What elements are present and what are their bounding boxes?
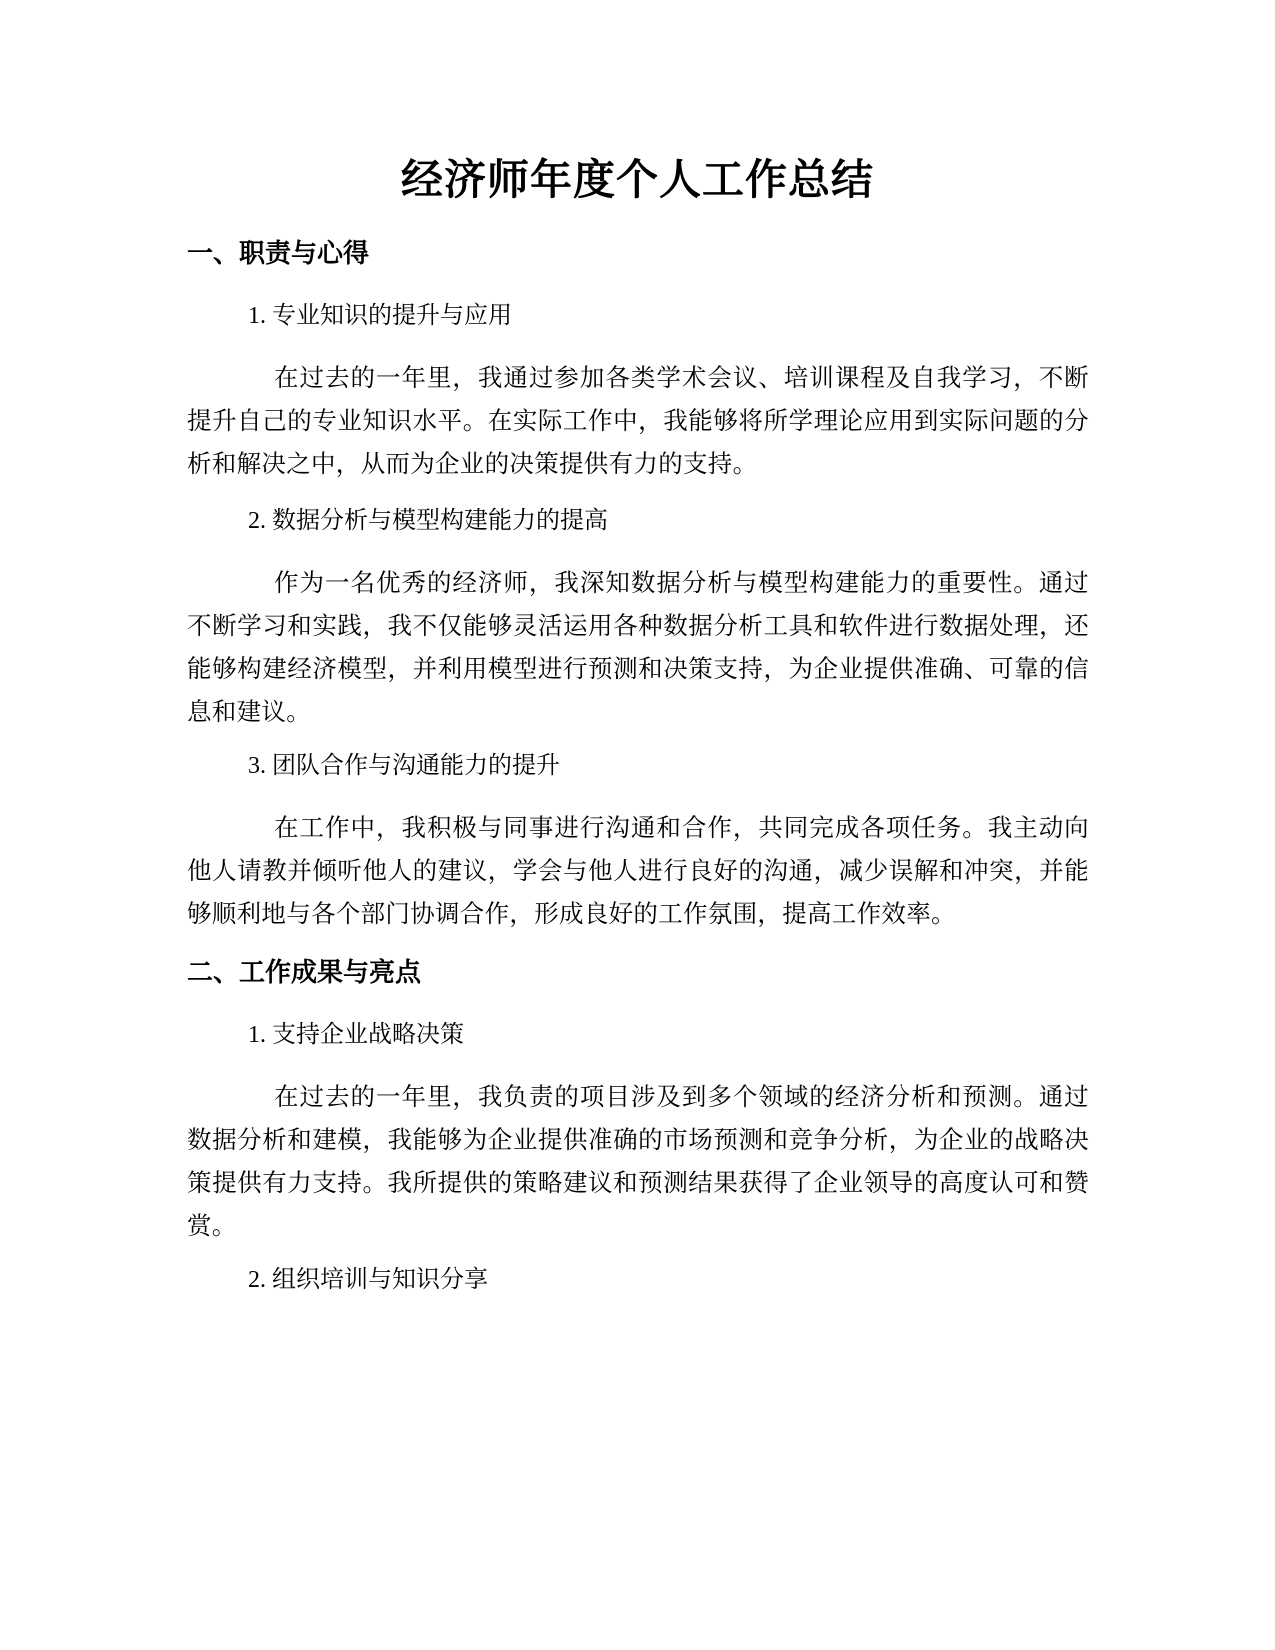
section-heading-1: 一、职责与心得 xyxy=(187,239,370,269)
item-title-1-2: 2. 数据分析与模型构建能力的提高 xyxy=(248,508,608,534)
item-title-1-3: 3. 团队合作与沟通能力的提升 xyxy=(248,753,560,779)
item-title-2-2: 2. 组织培训与知识分享 xyxy=(248,1267,488,1293)
page-title: 经济师年度个人工作总结 xyxy=(400,155,874,204)
paragraph-1-3: 在工作中，我积极与同事进行沟通和合作，共同完成各项任务。我主动向他人请教并倾听他人的建议，学会与他人进行良好的沟通，减少误解和冲突，并能够顺利地与各个部门协调合作，形成良好的工作氛围，提高工作效率。 xyxy=(187,815,1089,928)
item-title-2-1: 1. 支持企业战略决策 xyxy=(248,1022,464,1048)
paragraph-2-1: 在过去的一年里，我负责的项目涉及到多个领域的经济分析和预测。通过数据分析和建模，我能够为企业提供准确的市场预测和竞争分析，为企业的战略决策提供有力支持。我所提供的策略建议和预测结果获得了企业领导的高度认可和赞赏。 xyxy=(187,1084,1089,1240)
paragraph-1-1: 在过去的一年里，我通过参加各类学术会议、培训课程及自我学习，不断提升自己的专业知识水平。在实际工作中，我能够将所学理论应用到实际问题的分析和解决之中，从而为企业的决策提供有力的支持。 xyxy=(187,365,1089,478)
section-heading-2: 二、工作成果与亮点 xyxy=(187,958,422,988)
paragraph-1-2: 作为一名优秀的经济师，我深知数据分析与模型构建能力的重要性。通过不断学习和实践，我不仅能够灵活运用各种数据分析工具和软件进行数据处理，还能够构建经济模型，并利用模型进行预测和决策支持，为企业提供准确、可靠的信息和建议。 xyxy=(187,570,1089,726)
item-title-1-1: 1. 专业知识的提升与应用 xyxy=(248,303,512,329)
